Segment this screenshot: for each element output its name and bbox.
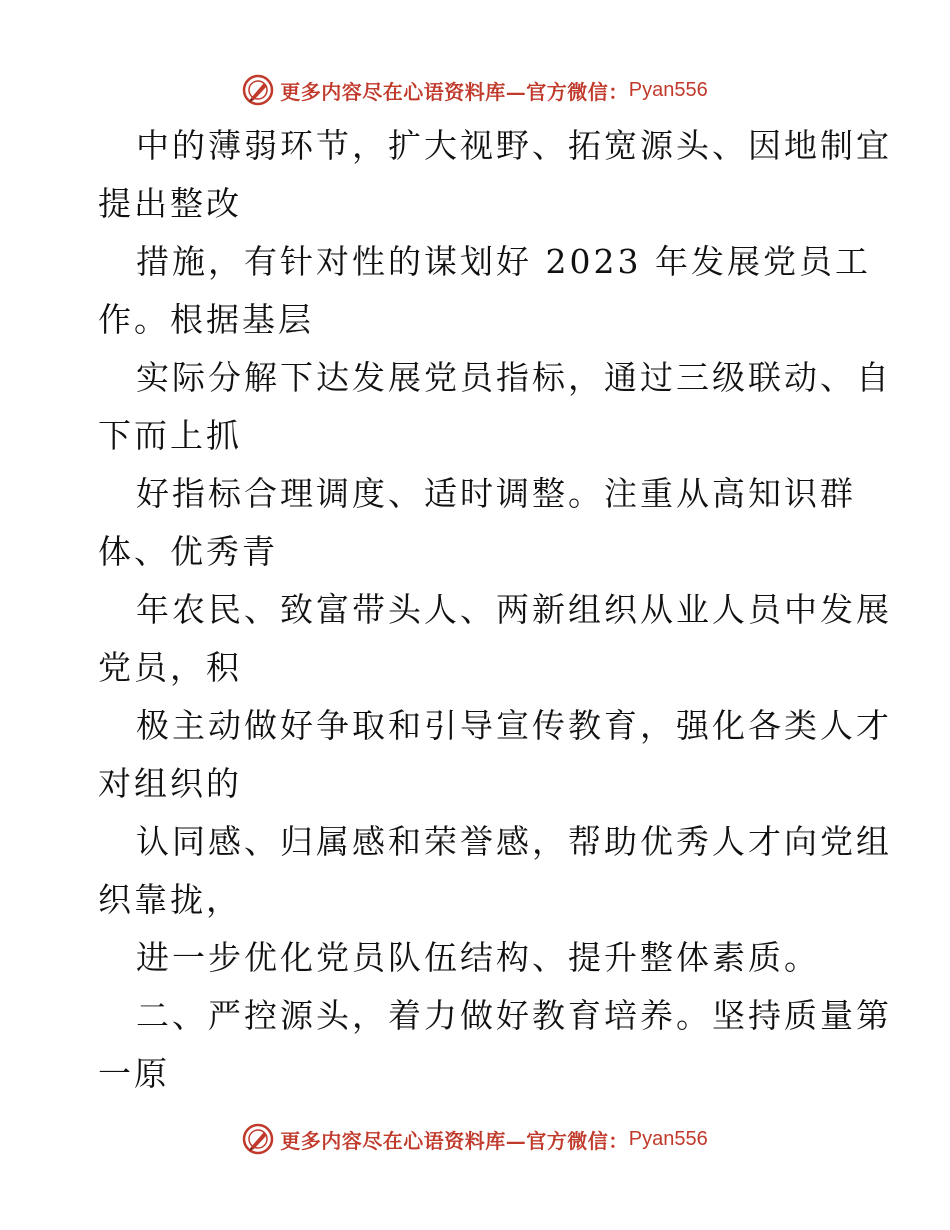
wechat-id: Pyan556 — [628, 78, 708, 101]
footer-banner — [0, 1122, 950, 1156]
section-heading-line: 二、严控源头，着力做好教育培养。坚持质量第 — [136, 996, 892, 1035]
pen-logo-icon — [242, 74, 274, 106]
body-line: 实际分解下达发展党员指标，通过三级联动、自 — [136, 358, 892, 397]
pen-logo-icon — [242, 1123, 274, 1155]
body-line: 极主动做好争取和引导宣传教育，强化各类人才 — [136, 706, 892, 745]
body-line: 好指标合理调度、适时调整。注重从高知识群 — [136, 474, 856, 513]
body-line: 一原 — [98, 1054, 170, 1093]
body-line: 措施，有针对性的谋划好 2023 年发展党员工 — [136, 242, 871, 281]
body-line: 下而上抓 — [98, 416, 242, 455]
banner-text: 更多内容尽在心语资料库—官方微信： — [280, 1128, 629, 1153]
body-line: 认同感、归属感和荣誉感，帮助优秀人才向党组 — [136, 822, 892, 861]
body-line: 年农民、致富带头人、两新组织从业人员中发展 — [136, 590, 892, 629]
body-line: 作。根据基层 — [98, 300, 314, 339]
body-line: 织靠拢， — [98, 880, 242, 919]
body-line: 进一步优化党员队伍结构、提升整体素质。 — [136, 938, 820, 977]
body-line: 提出整改 — [98, 184, 242, 223]
document-body — [98, 117, 892, 1103]
body-line: 体、优秀青 — [98, 532, 278, 571]
body-line: 党员，积 — [98, 648, 242, 687]
header-banner — [0, 73, 950, 107]
body-line: 对组织的 — [98, 764, 242, 803]
body-line: 中的薄弱环节，扩大视野、拓宽源头、因地制宜 — [136, 126, 892, 165]
banner-text: 更多内容尽在心语资料库—官方微信： — [280, 79, 629, 104]
wechat-id: Pyan556 — [628, 1127, 708, 1150]
